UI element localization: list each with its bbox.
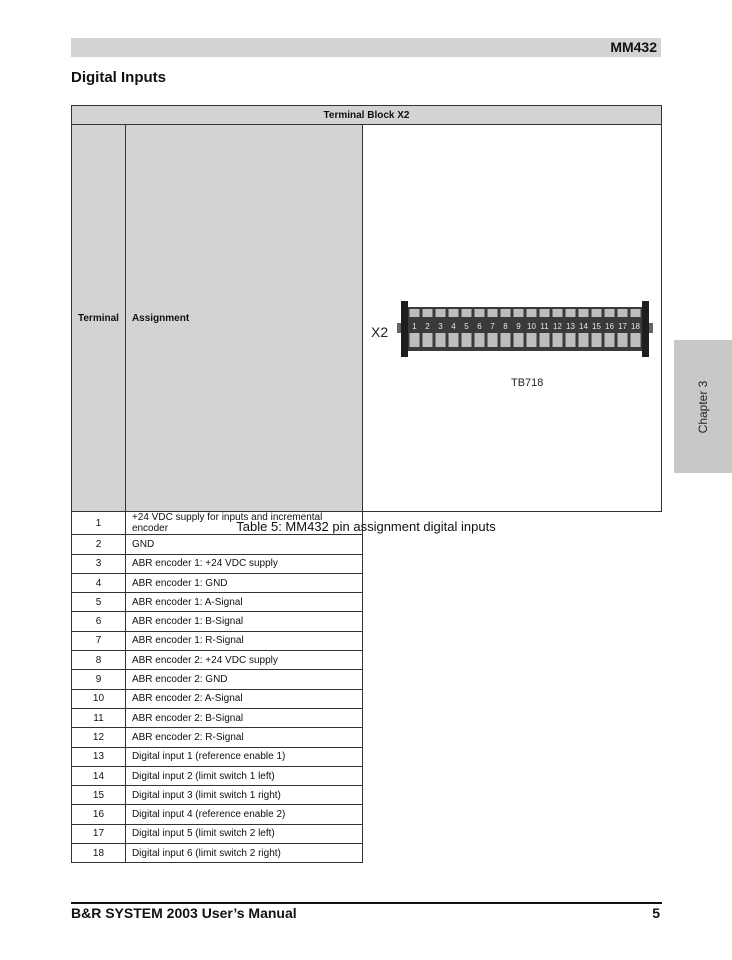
pin-contact-bottom [449, 333, 459, 347]
terminal-assignment: Digital input 6 (limit switch 2 right) [125, 844, 362, 863]
terminal-block-figure [363, 125, 662, 512]
pin-label: 17 [618, 322, 627, 332]
table-row [72, 593, 662, 612]
terminal-number: 9 [72, 670, 126, 689]
pin-screw-top [436, 309, 446, 317]
table-row [72, 824, 662, 843]
pin-contact-bottom [579, 333, 589, 347]
terminal-assignment: ABR encoder 1: GND [125, 573, 362, 592]
table-row [72, 786, 662, 805]
pin-label: 6 [477, 322, 482, 332]
page-number: 5 [652, 905, 660, 921]
pin-screw-top [501, 309, 511, 317]
table-row [72, 573, 662, 592]
pin-label: 7 [490, 322, 495, 332]
chapter-tab [674, 340, 732, 473]
terminal-number: 13 [72, 747, 126, 766]
pin-label: 10 [527, 322, 536, 332]
pin-screw-top [553, 309, 563, 317]
table-caption: Table 5: MM432 pin assignment digital inputs [236, 519, 496, 534]
column-header-terminal: Terminal [72, 125, 126, 512]
terminal-number: 15 [72, 786, 126, 805]
terminal-assignment: Digital input 2 (limit switch 1 left) [125, 766, 362, 785]
terminal-number: 4 [72, 573, 126, 592]
terminal-assignment: ABR encoder 2: A-Signal [125, 689, 362, 708]
table-row [72, 689, 662, 708]
pin-label: 15 [592, 322, 601, 332]
pin-contact-bottom [605, 333, 615, 347]
terminal-number: 5 [72, 593, 126, 612]
terminal-number: 11 [72, 708, 126, 727]
pin-label: 5 [464, 322, 469, 332]
terminal-number: 10 [72, 689, 126, 708]
pin-contact-bottom [514, 333, 524, 347]
pin-screw-top [540, 309, 550, 317]
pin-screw-top [566, 309, 576, 317]
terminal-number: 2 [72, 535, 126, 554]
header-bar [71, 38, 661, 57]
terminal-assignment: Digital input 3 (limit switch 1 right) [125, 786, 362, 805]
pin-label: 11 [540, 322, 549, 332]
terminal-assignment: ABR encoder 2: R-Signal [125, 728, 362, 747]
terminal-number: 14 [72, 766, 126, 785]
terminal-assignment: Digital input 5 (limit switch 2 left) [125, 824, 362, 843]
terminal-assignment: Digital input 1 (reference enable 1) [125, 747, 362, 766]
chapter-tab-label: Chapter 3 [696, 380, 710, 433]
pin-contact-bottom [527, 333, 537, 347]
table-row [72, 631, 662, 650]
terminal-number: 6 [72, 612, 126, 631]
terminal-assignment: ABR encoder 1: +24 VDC supply [125, 554, 362, 573]
terminal-assignment: ABR encoder 1: R-Signal [125, 631, 362, 650]
pin-screw-top [475, 309, 485, 317]
terminal-number: 12 [72, 728, 126, 747]
terminal-number: 18 [72, 844, 126, 863]
pin-screw-top [423, 309, 433, 317]
table-row [72, 728, 662, 747]
pin-screw-top [410, 309, 420, 317]
pin-screw-top [618, 309, 628, 317]
pin-contact-bottom [553, 333, 563, 347]
pin-screw-top [605, 309, 615, 317]
pin-contact-bottom [475, 333, 485, 347]
terminal-number: 1 [72, 512, 126, 535]
pin-screw-top [514, 309, 524, 317]
pin-screw-top [527, 309, 537, 317]
footer-rule [71, 902, 662, 904]
pin-screw-top [631, 309, 641, 317]
pin-screw-top [488, 309, 498, 317]
terminal-number: 16 [72, 805, 126, 824]
table-row [72, 747, 662, 766]
footer-title: B&R SYSTEM 2003 User’s Manual [71, 905, 297, 921]
terminal-number: 7 [72, 631, 126, 650]
pin-label: 3 [438, 322, 443, 332]
terminal-block-drawing [397, 301, 657, 361]
table-block-title: Terminal Block X2 [72, 106, 662, 125]
table-row [72, 844, 662, 863]
pin-screw-top [579, 309, 589, 317]
terminal-number: 17 [72, 824, 126, 843]
table-row [72, 766, 662, 785]
pin-contact-bottom [540, 333, 550, 347]
terminal-number: 3 [72, 554, 126, 573]
pin-label: 9 [516, 322, 521, 332]
pin-label: 13 [566, 322, 575, 332]
pin-label: 14 [579, 322, 588, 332]
pin-label: 12 [553, 322, 562, 332]
pin-label: 8 [503, 322, 508, 332]
pin-contact-bottom [410, 333, 420, 347]
pin-assignment-table [71, 105, 662, 863]
pin-contact-bottom [436, 333, 446, 347]
terminal-assignment: +24 VDC supply for inputs and incremental encoder [125, 512, 362, 535]
terminal-assignment: ABR encoder 1: A-Signal [125, 593, 362, 612]
pin-contact-bottom [423, 333, 433, 347]
terminal-assignment: GND [125, 535, 362, 554]
pin-label: 1 [412, 322, 417, 332]
pin-label: 4 [451, 322, 456, 332]
table-row [72, 612, 662, 631]
pin-screw-top [462, 309, 472, 317]
terminal-assignment: ABR encoder 2: +24 VDC supply [125, 651, 362, 670]
pin-screw-top [449, 309, 459, 317]
pin-contact-bottom [592, 333, 602, 347]
pin-screw-top [592, 309, 602, 317]
terminal-number: 8 [72, 651, 126, 670]
table-row [72, 651, 662, 670]
terminal-assignment: ABR encoder 2: B-Signal [125, 708, 362, 727]
table-row [72, 805, 662, 824]
pin-contact-bottom [566, 333, 576, 347]
pin-contact-bottom [631, 333, 641, 347]
terminal-assignment: Digital input 4 (reference enable 2) [125, 805, 362, 824]
table-row [72, 535, 662, 554]
pin-label: 2 [425, 322, 430, 332]
pin-contact-bottom [488, 333, 498, 347]
section-title: Digital Inputs [71, 69, 166, 86]
column-header-assignment: Assignment [125, 125, 362, 512]
pin-contact-bottom [462, 333, 472, 347]
header-model: MM432 [610, 39, 657, 55]
terminal-assignment: ABR encoder 1: B-Signal [125, 612, 362, 631]
pin-label: 16 [605, 322, 614, 332]
terminal-assignment: ABR encoder 2: GND [125, 670, 362, 689]
part-label: TB718 [511, 377, 544, 390]
pin-contact-bottom [618, 333, 628, 347]
table-row [72, 708, 662, 727]
pin-label: 18 [631, 322, 640, 332]
pin-contact-bottom [501, 333, 511, 347]
table-row [72, 670, 662, 689]
end-bracket-right [642, 301, 649, 357]
connector-label: X2 [371, 324, 389, 341]
end-bracket-left [401, 301, 408, 357]
table-row [72, 554, 662, 573]
